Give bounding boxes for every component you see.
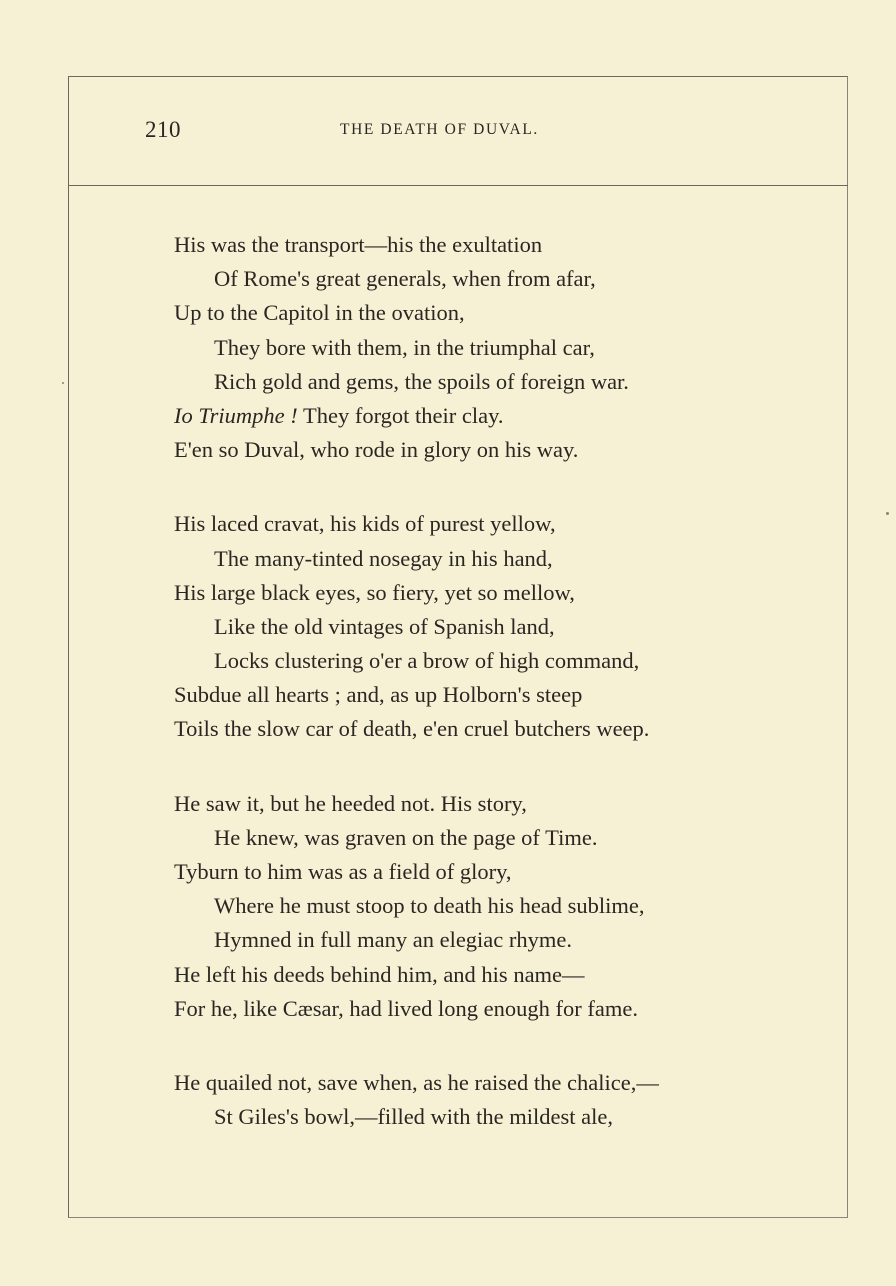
header-rule xyxy=(68,185,848,186)
stanza-4 xyxy=(174,1066,834,1134)
poem-line: The many-tinted nosegay in his hand, xyxy=(214,545,553,571)
poem-body xyxy=(174,228,834,1174)
poem-line: He quailed not, save when, as he raised the chalice,— xyxy=(174,1069,659,1095)
poem-line: He knew, was graven on the page of Time. xyxy=(214,824,598,850)
poem-line: Tyburn to him was as a field of glory, xyxy=(174,859,512,884)
poem-line: Locks clustering o'er a brow of high command, xyxy=(214,648,640,674)
poem-line: His was the transport—his the exultation xyxy=(174,232,543,257)
poem-line: E'en so Duval, who rode in glory on his way. xyxy=(174,437,579,463)
poem-line: Subdue all hearts ; and, as up Holborn's steep xyxy=(174,682,583,708)
poem-line: Up to the Capitol in the ovation, xyxy=(174,300,465,326)
poem-line: St Giles's bowl,—filled with the mildest ale, xyxy=(214,1104,614,1130)
poem-line: Of Rome's great generals, when from afar, xyxy=(214,266,596,292)
poem-line: Like the old vintages of Spanish land, xyxy=(214,613,555,639)
poem-line: He left his deeds behind him, and his name— xyxy=(174,961,585,987)
poem-line: Toils the slow car of death, e'en cruel butchers weep. xyxy=(174,716,650,742)
poem-line: Where he must stoop to death his head sublime, xyxy=(214,893,645,919)
poem-line: For he, like Cæsar, had lived long enough for fame. xyxy=(174,995,638,1021)
paper-speck xyxy=(62,382,64,384)
poem-line: Hymned in full many an elegiac rhyme. xyxy=(214,927,573,953)
poem-line: His large black eyes, so fiery, yet so mellow, xyxy=(174,579,575,605)
poem-line: Rich gold and gems, the spoils of foreign war. xyxy=(214,368,629,394)
stanza-1 xyxy=(174,228,834,467)
paper-speck xyxy=(886,512,889,515)
poem-line: They bore with them, in the triumphal car, xyxy=(214,334,595,360)
poem-line-rest: They forgot their clay. xyxy=(297,402,504,428)
page-number: 210 xyxy=(145,117,181,142)
poem-line: He saw it, but he heeded not. His story, xyxy=(174,790,527,816)
italic-exclamation: Io Triumphe ! xyxy=(174,402,298,428)
poem-line: His laced cravat, his kids of purest yellow, xyxy=(174,511,556,537)
stanza-2 xyxy=(174,507,834,746)
running-title: THE DEATH OF DUVAL. xyxy=(340,121,539,138)
stanza-3 xyxy=(174,787,834,1026)
poem-line xyxy=(174,399,834,433)
